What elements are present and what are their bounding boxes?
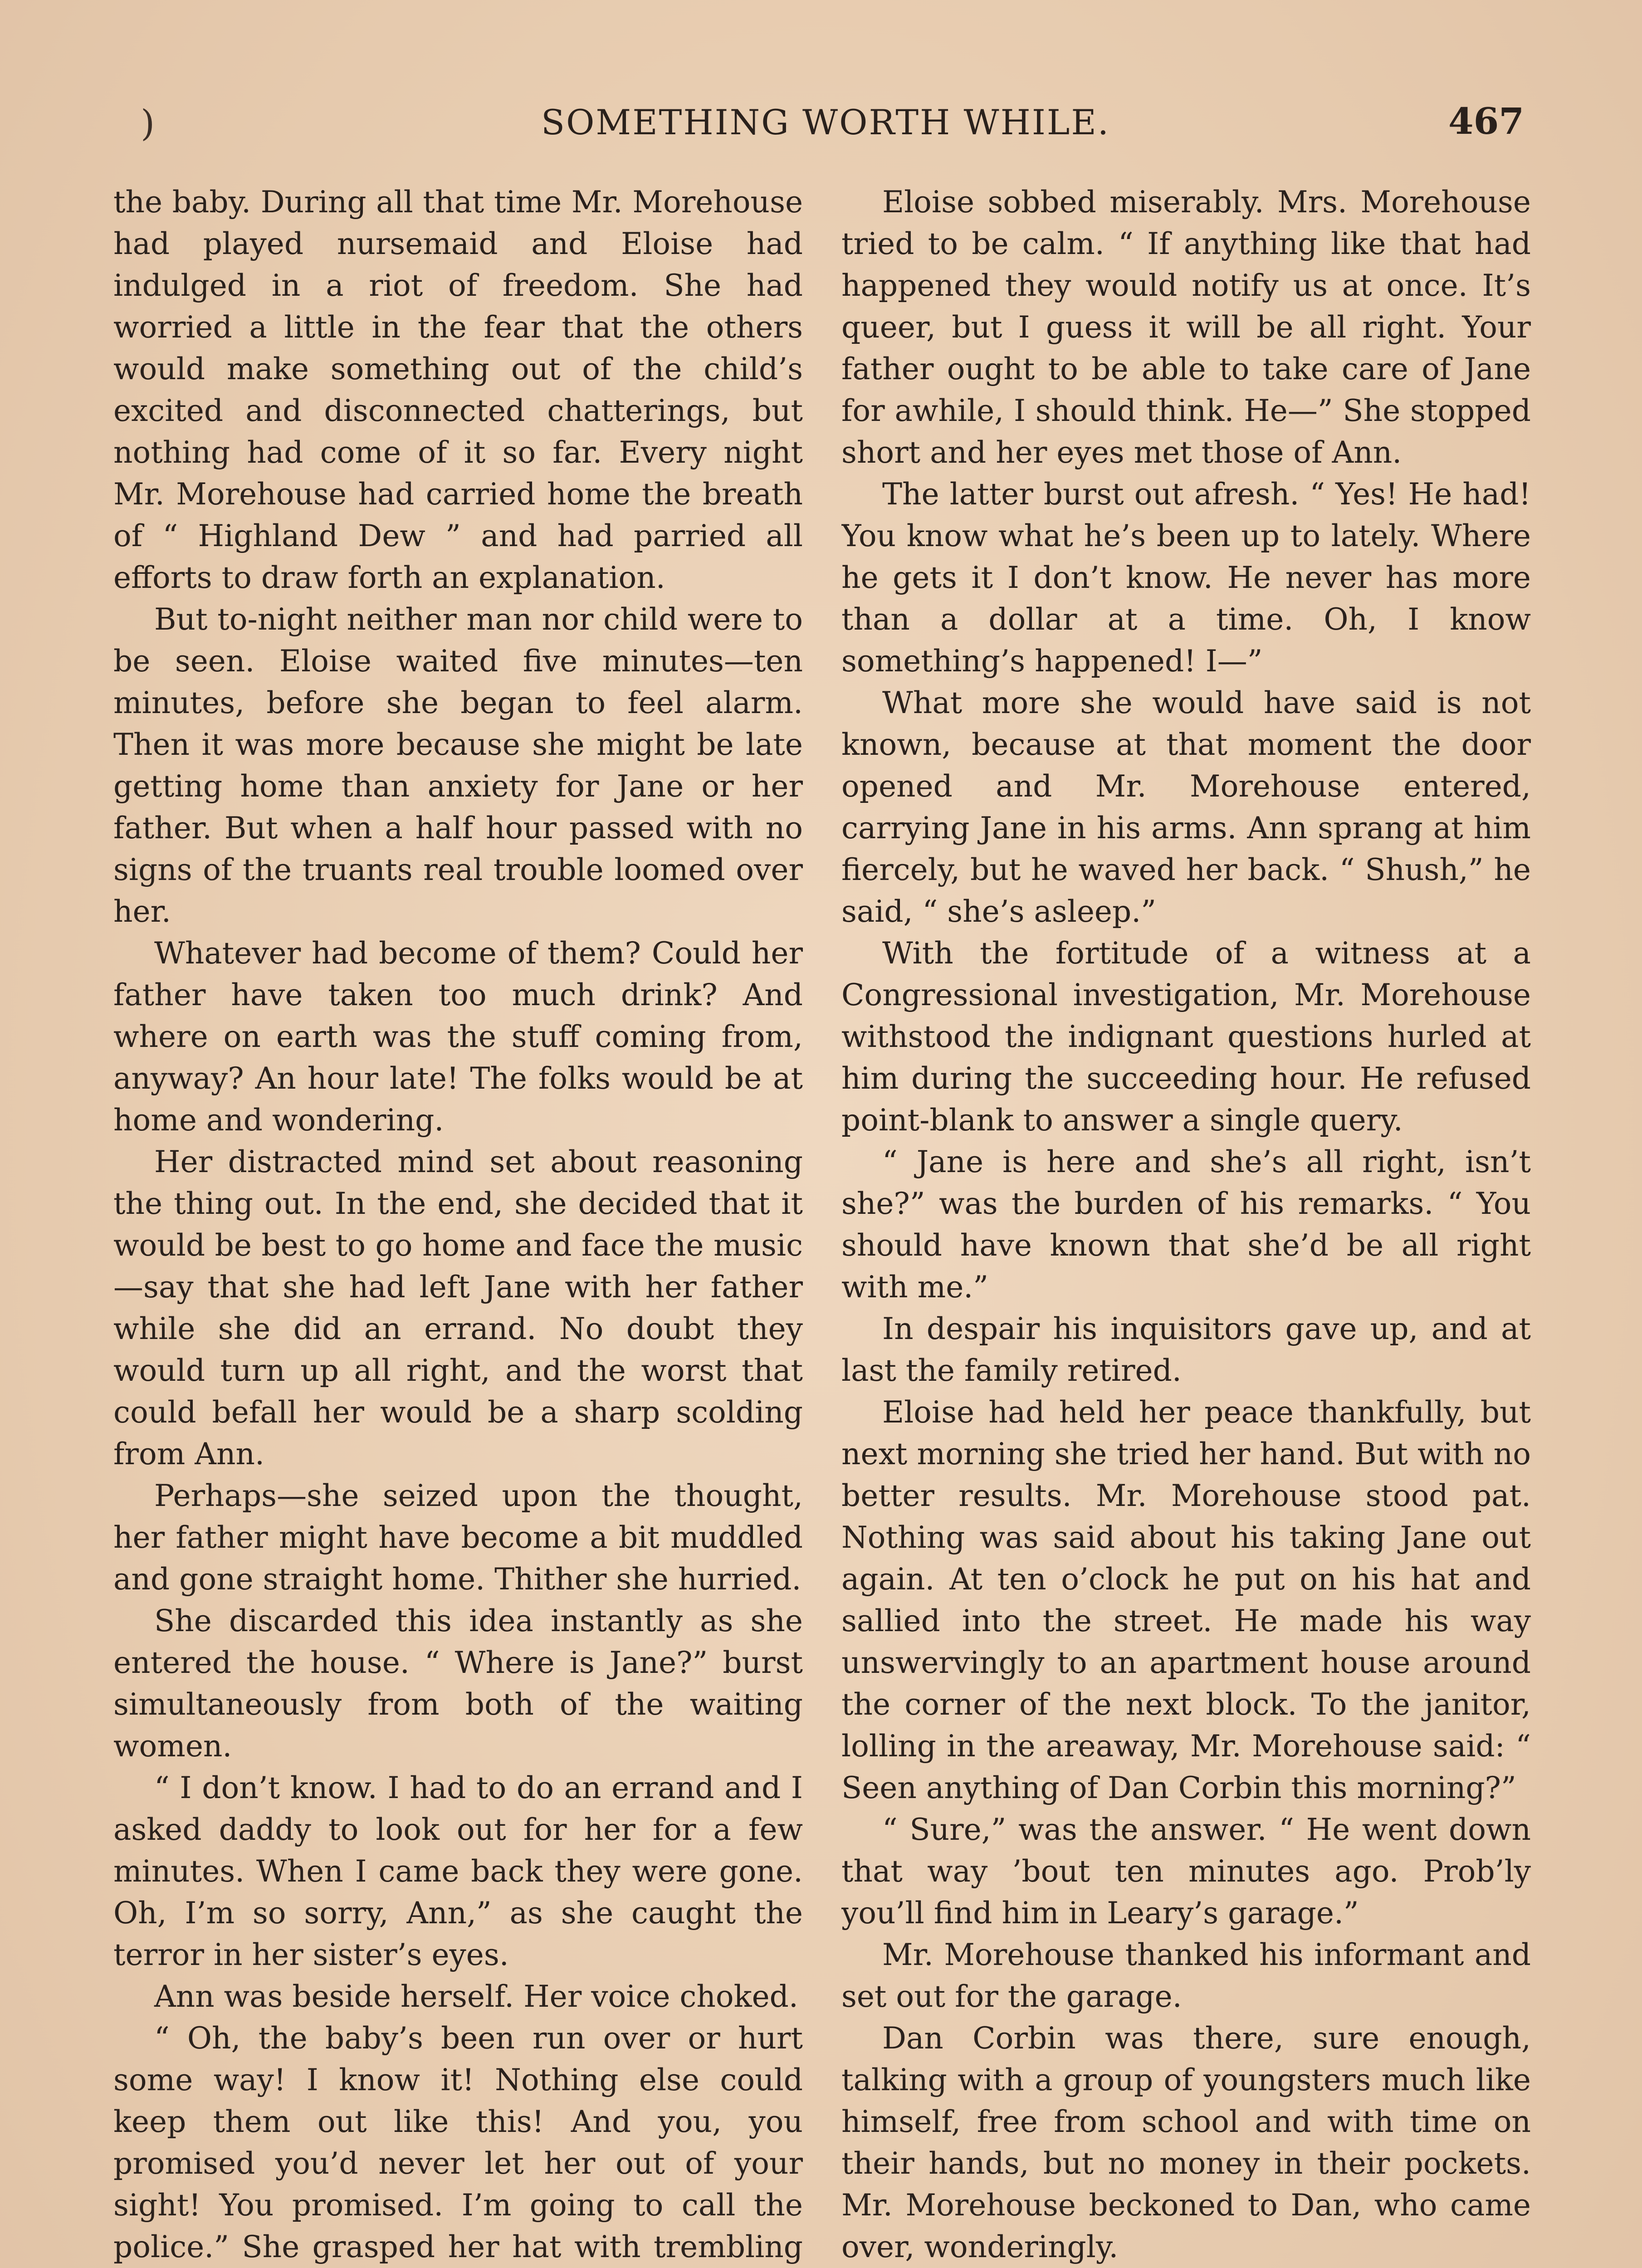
paragraph: “ I don’t know. I had to do an errand and I asked daddy to look out for her for a few minutes. When I came back they were gone. Oh, I’m so sorry, Ann,” as she caught the terror in her sister’s eyes. [113, 1770, 803, 1972]
paragraph: With the fortitude of a witness at a Congressional investigation, Mr. Morehouse withstood the indignant questions hurled at him during the succeeding hour. He refused point-blank to answer a single query. [841, 936, 1531, 1138]
paragraph: Whatever had become of them? Could her father have taken too much drink? And where on earth was the stuff coming from, anyway? An hour late! The folks would be at home and wondering. [113, 936, 803, 1138]
paragraph: Mr. Morehouse thanked his informant and set out for the garage. [841, 1937, 1531, 2014]
paragraph: Ann was beside herself. Her voice choked. [154, 1979, 798, 2014]
page-number: 467 [1448, 100, 1524, 142]
paragraph: But to-night neither man nor child were to be seen. Eloise waited five minutes—ten minutes, before she began to feel alarm. Then it was more because she might be late getting home than anxiety for Jane or her father. But when a half hour passed with no signs of the truants real trouble loomed over her. [113, 602, 803, 929]
paragraph: “ Sure,” was the answer. “ He went down that way ’bout ten minutes ago. Prob’ly you’ll find him in Leary’s garage.” [841, 1812, 1531, 1931]
right-column [841, 181, 1531, 2268]
paragraph: “ Jane is here and she’s all right, isn’t she?” was the burden of his remarks. “ You should have known that she’d be all right with me.” [841, 1144, 1531, 1305]
paragraph: Her distracted mind set about reasoning the thing out. In the end, she decided that it would be best to go home and face the music—say that she had left Jane with her father while she did an errand. No doubt they would turn up all right, and the worst that could befall her would be a sharp scolding from Ann. [113, 1144, 803, 1471]
paragraph: Perhaps—she seized upon the thought, her father might have become a bit muddled and gone straight home. Thither she hurried. [113, 1478, 803, 1597]
paragraph: What more she would have said is not known, because at that moment the door opened and Mr. Morehouse entered, carrying Jane in his arms. Ann sprang at him fiercely, but he waved her back. “ Shush,” he said, “ she’s asleep.” [841, 685, 1531, 929]
paragraph: Eloise had held her peace thankfully, but next morning she tried her hand. But with no better results. Mr. Morehouse stood pat. Nothing was said about his taking Jane out again. At ten o’clock he put on his hat and sallied into the street. He made his way unswervingly to an apartment house around the corner of the next block. To the janitor, lolling in the areaway, Mr. Morehouse said: “ Seen anything of Dan Corbin this morning?” [841, 1395, 1531, 1805]
running-head [113, 98, 1538, 147]
paragraph: Dan Corbin was there, sure enough, talking with a group of youngsters much like himself, free from school and with time on their hands, but no money in their pockets. Mr. Morehouse beckoned to Dan, who came over, wonderingly. [841, 2021, 1531, 2264]
margin-mark: ) [141, 102, 155, 144]
paragraph: The latter burst out afresh. “ Yes! He had! You know what he’s been up to lately. Where he gets it I don’t know. He never has more than a dollar at a time. Oh, I know something’s happened! I—” [841, 477, 1531, 679]
paragraph: “ Oh, the baby’s been run over or hurt some way! I know it! Nothing else could keep them out like this! And you, you promised you’d never let her out of your sight! You promised. I’m going to call the police.” She grasped her hat with trembling [113, 2021, 803, 2264]
paragraph: Eloise sobbed miserably. Mrs. Morehouse tried to be calm. “ If anything like that had happened they would notify us at once. It’s queer, but I guess it will be all right. Your father ought to be able to take care of Jane for awhile, I should think. He—” She stopped short and her eyes met those of Ann. [841, 185, 1531, 470]
paragraph: She discarded this idea instantly as she entered the house. “ Where is Jane?” burst simultaneously from both of the waiting women. [113, 1603, 803, 1764]
paragraph: the baby. During all that time Mr. Morehouse had played nursemaid and Eloise had indulged in a riot of freedom. She had worried a little in the fear that the others would make something out of the child’s excited and disconnected chatterings, but nothing had come of it so far. Every night Mr. Morehouse had carried home the breath of “ Highland Dew ” and had parried all efforts to draw forth an explanation. [113, 185, 803, 595]
left-column [113, 181, 803, 2268]
page-title: SOMETHING WORTH WHILE. [541, 102, 1110, 142]
paragraph: In despair his inquisitors gave up, and at last the family retired. [841, 1311, 1531, 1388]
